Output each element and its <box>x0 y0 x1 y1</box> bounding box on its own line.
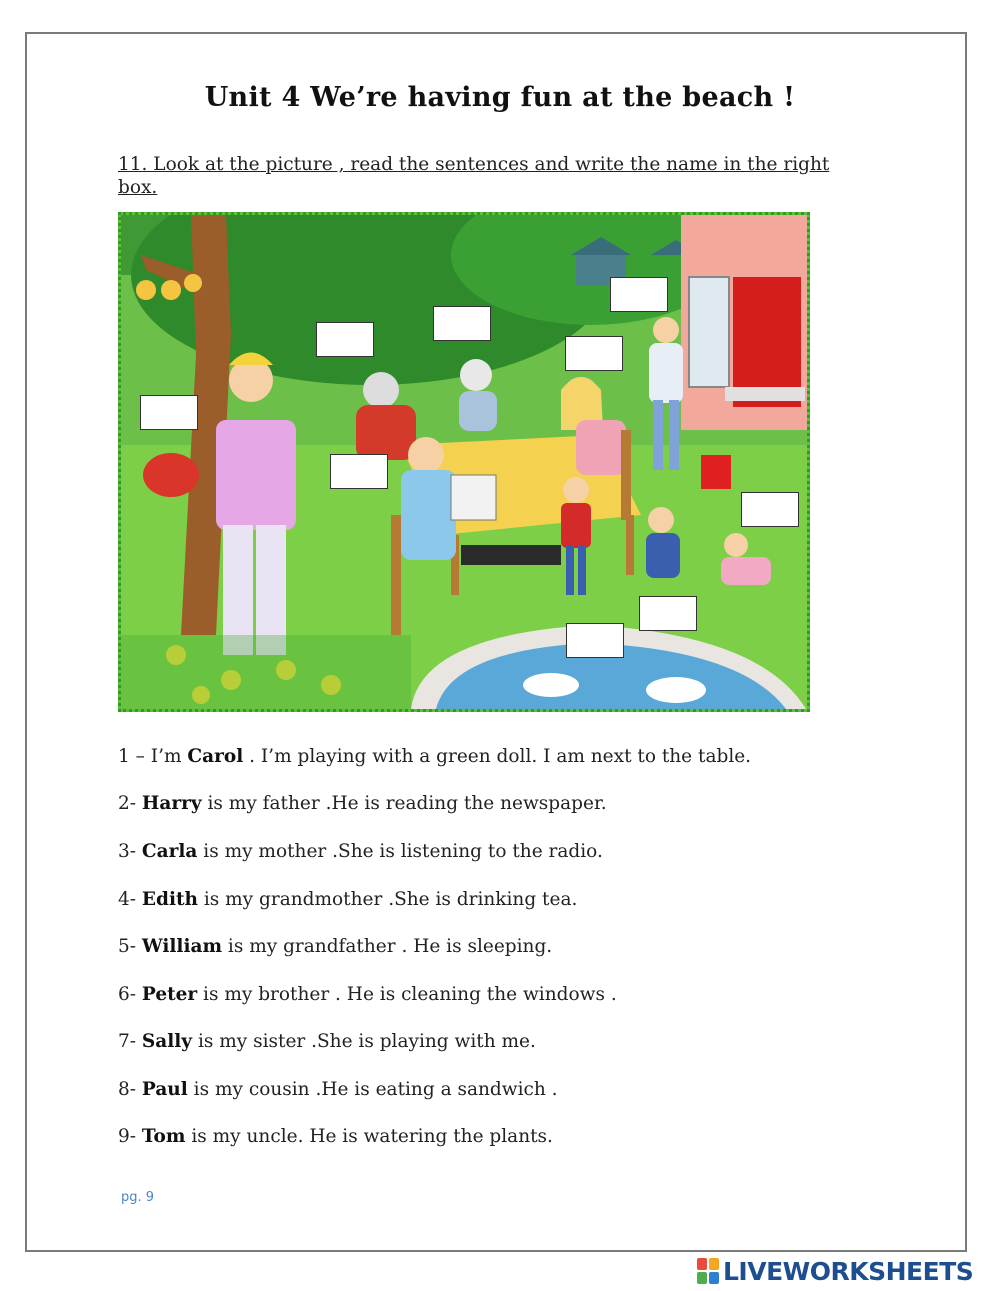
sentence-name: Carla <box>141 841 198 862</box>
answer-box-mother[interactable] <box>565 336 623 371</box>
sentence-8: 8- Paul is my cousin .He is eating a sandwich . <box>118 1079 558 1100</box>
sentence-name: Edith <box>141 889 198 910</box>
answer-box-window-boy[interactable] <box>610 277 668 312</box>
instruction-text: 11. Look at the picture , read the sentences and write the name in the right box. <box>118 154 830 198</box>
answer-box-doll-girl[interactable] <box>639 596 697 631</box>
sentence-name: William <box>141 936 223 957</box>
sentence-name: Tom <box>141 1126 186 1147</box>
sentence-6: 6- Peter is my brother . He is cleaning the windows . <box>118 984 617 1005</box>
answer-box-sandwich-boy[interactable] <box>566 623 624 658</box>
brand-name: LIVEWORKSHEETS <box>723 1256 974 1286</box>
answer-box-father[interactable] <box>330 454 388 489</box>
garden-scene-image <box>121 215 807 709</box>
sentence-name: Harry <box>141 793 202 814</box>
answer-box-grandmother[interactable] <box>433 306 491 341</box>
sentence-name: Peter <box>141 984 198 1005</box>
sentence-7: 7- Sally is my sister .She is playing with me. <box>118 1031 536 1052</box>
sentence-name: Carol <box>187 746 244 767</box>
page-title: Unit 4 We’re having fun at the beach ! <box>204 82 796 113</box>
answer-box-grandfather[interactable] <box>316 322 374 357</box>
sentence-name: Paul <box>141 1079 188 1100</box>
liveworksheets-logo-icon <box>697 1258 719 1284</box>
sentence-9: 9- Tom is my uncle. He is watering the plants. <box>118 1126 553 1147</box>
answer-box-girls[interactable] <box>741 492 799 527</box>
sentence-2: 2- Harry is my father .He is reading the newspaper. <box>118 793 607 814</box>
sentence-1: 1 – I’m Carol . I’m playing with a green doll. I am next to the table. <box>118 746 752 767</box>
liveworksheets-brand[interactable] <box>697 1256 973 1286</box>
garden-illustration <box>118 212 810 712</box>
sentence-4: 4- Edith is my grandmother .She is drinking tea. <box>118 889 578 910</box>
sentence-name: Sally <box>141 1031 193 1052</box>
sentence-5: 5- William is my grandfather . He is sleeping. <box>118 936 553 957</box>
page-number: pg. 9 <box>121 1190 155 1205</box>
sentence-3: 3- Carla is my mother .She is listening to the radio. <box>118 841 603 862</box>
answer-box-tree-man[interactable] <box>140 395 198 430</box>
